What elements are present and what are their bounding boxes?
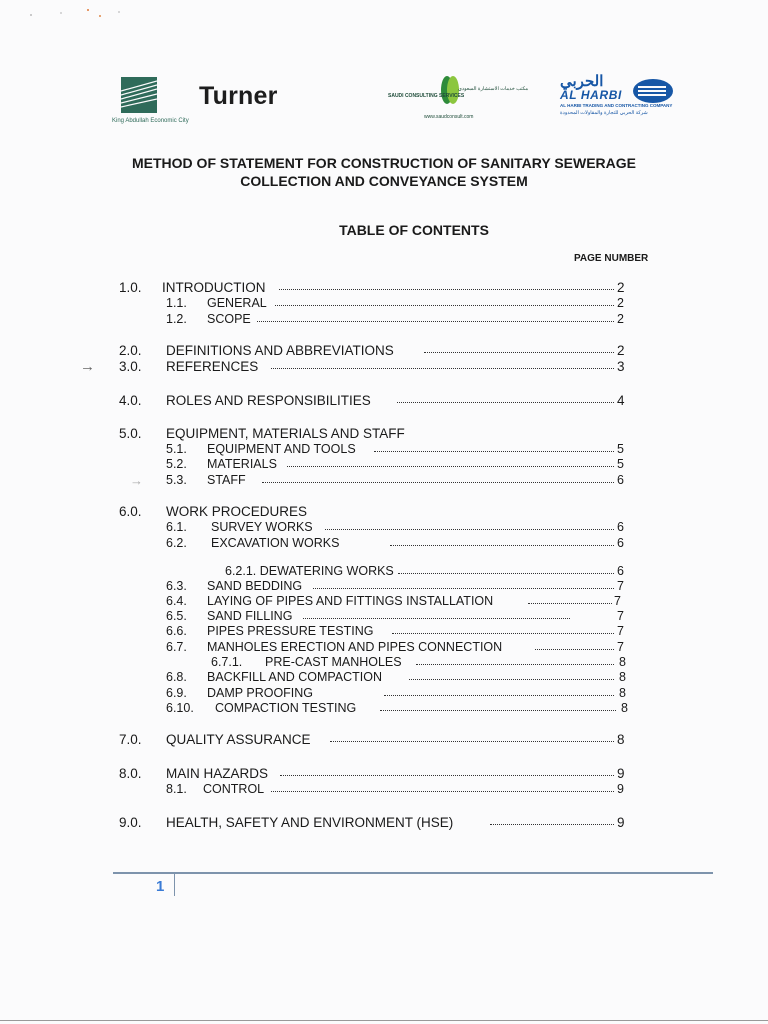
toc-leader-dots	[330, 741, 614, 742]
toc-entry-page: 7	[614, 594, 621, 608]
document-title-line1: METHOD OF STATEMENT FOR CONSTRUCTION OF SANITARY SEWERAGE	[132, 155, 636, 171]
toc-entry	[0, 782, 768, 797]
toc-entry	[0, 312, 768, 327]
toc-entry-label: 6.2.1. DEWATERING WORKS	[225, 564, 394, 578]
toc-entry	[0, 296, 768, 311]
toc-entry-page: 8	[617, 732, 625, 747]
toc-entry-label: LAYING OF PIPES AND FITTINGS INSTALLATION	[207, 594, 494, 608]
toc-entry-number: 3.0.	[119, 359, 142, 374]
toc-leader-dots	[257, 321, 614, 322]
toc-entry	[0, 457, 768, 472]
toc-entry-page: 6	[617, 520, 624, 534]
toc-entry-number: 6.4.	[166, 594, 187, 608]
toc-entry-label: ROLES AND RESPONSIBILITIES	[166, 393, 371, 408]
toc-entry-number: 5.2.	[166, 457, 187, 471]
document-title	[0, 154, 768, 190]
toc-entry	[0, 473, 768, 488]
toc-entry-page: 5	[617, 442, 624, 456]
alharbi-emblem	[632, 78, 674, 104]
toc-entry-label: DEFINITIONS AND ABBREVIATIONS	[166, 343, 394, 358]
toc-entry	[0, 670, 768, 685]
toc-entry-number: 9.0.	[119, 815, 142, 830]
toc-leader-dots	[528, 603, 612, 604]
toc-entry-page: 2	[617, 312, 624, 326]
toc-entry	[0, 655, 768, 670]
toc-entry-page: 8	[619, 670, 626, 684]
toc-entry-number: 5.0.	[119, 426, 142, 441]
document-title-line2: COLLECTION AND CONVEYANCE SYSTEM	[240, 173, 528, 189]
alharbi-subtitle: AL HARBI TRADING AND CONTRACTING COMPANY	[560, 103, 673, 108]
kaec-logo	[121, 77, 157, 113]
toc-entry-label: COMPACTION TESTING	[215, 701, 357, 715]
toc-entry	[0, 426, 768, 441]
toc-entry-number: 5.1.	[166, 442, 187, 456]
toc-entry-label: PIPES PRESSURE TESTING	[207, 624, 374, 638]
toc-leader-dots	[424, 352, 614, 353]
toc-entry-page: 7	[617, 640, 624, 654]
toc-entry	[0, 640, 768, 655]
toc-entry-page: 9	[617, 782, 624, 796]
toc-entry	[0, 766, 768, 781]
toc-leader-dots	[374, 451, 614, 452]
toc-entry-label: WORK PROCEDURES	[166, 504, 308, 519]
toc-leader-dots	[397, 402, 614, 403]
toc-leader-dots	[275, 305, 614, 306]
toc-entry	[0, 609, 768, 624]
toc-entry-page: 2	[617, 280, 625, 295]
toc-entry-number: 6.5.	[166, 609, 187, 623]
page-number: 1	[156, 878, 165, 895]
toc-entry	[0, 343, 768, 358]
alharbi-subtitle-arabic: شركة الحربي للتجارة والمقاولات المحدودة	[560, 110, 648, 116]
toc-entry	[0, 686, 768, 701]
toc-entry-number: 8.0.	[119, 766, 142, 781]
toc-entry	[0, 520, 768, 535]
toc-entry-page: 7	[617, 624, 624, 638]
toc-entry-label: HEALTH, SAFETY AND ENVIRONMENT (HSE)	[166, 815, 454, 830]
toc-leader-dots	[535, 649, 614, 650]
toc-entry-page: 2	[617, 343, 625, 358]
toc-leader-dots	[416, 664, 614, 665]
toc-leader-dots	[262, 482, 614, 483]
toc-entry-page: 8	[621, 701, 628, 715]
turner-logo: Turner	[199, 82, 278, 110]
toc-entry	[0, 442, 768, 457]
scan-speck	[30, 14, 32, 16]
toc-entry-page: 8	[619, 655, 626, 669]
toc-entry	[0, 579, 768, 594]
toc-entry-number: 6.2.	[166, 536, 187, 550]
toc-entry-number: 6.3.	[166, 579, 187, 593]
toc-leader-dots	[271, 368, 614, 369]
toc-entry	[0, 280, 768, 295]
toc-leader-dots	[280, 775, 614, 776]
toc-entry	[0, 359, 768, 374]
toc-entry-number: 6.8.	[166, 670, 187, 684]
toc-entry-label: REFERENCES	[166, 359, 259, 374]
footer-divider	[174, 874, 175, 896]
toc-entry-label: EQUIPMENT, MATERIALS AND STAFF	[166, 426, 405, 441]
toc-entry	[0, 504, 768, 519]
alharbi-arabic: الحربي	[560, 73, 604, 90]
toc-entry-label: CONTROL	[203, 782, 265, 796]
toc-entry	[0, 536, 768, 551]
toc-entry-page: 3	[617, 359, 625, 374]
alharbi-name: AL HARBI	[560, 88, 622, 102]
toc-entry-label: MANHOLES ERECTION AND PIPES CONNECTION	[207, 640, 503, 654]
toc-entry-page: 4	[617, 393, 625, 408]
toc-leader-dots	[313, 588, 614, 589]
toc-entry	[0, 701, 768, 716]
toc-entry	[0, 564, 768, 579]
toc-entry-page: 9	[617, 766, 625, 781]
toc-entry-page: 6	[617, 564, 624, 578]
toc-entry-number: 1.0.	[119, 280, 142, 295]
toc-entry	[0, 815, 768, 830]
toc-entry-label: EQUIPMENT AND TOOLS	[207, 442, 356, 456]
toc-leader-dots	[390, 545, 614, 546]
toc-entry-label: STAFF	[207, 473, 246, 487]
toc-entry-page: 7	[617, 609, 624, 623]
scan-speck	[87, 9, 89, 11]
toc-entry-number: 6.10.	[166, 701, 194, 715]
toc-entry-label: SCOPE	[207, 312, 251, 326]
scan-speck	[60, 12, 62, 14]
saud-consult-arabic: مكتب خدمات الاستشارة السعودي	[458, 86, 529, 92]
saud-consult-name: SAUDI CONSULTING SERVICES	[388, 93, 465, 99]
toc-entry-number: 2.0.	[119, 343, 142, 358]
toc-entry-page: 6	[617, 473, 624, 487]
toc-entry-number: 6.7.	[166, 640, 187, 654]
toc-entry	[0, 594, 768, 609]
arrow-mark: →	[80, 358, 95, 375]
toc-entry-label: MATERIALS	[207, 457, 277, 471]
toc-entry-page: 7	[617, 579, 624, 593]
toc-leader-dots	[325, 529, 614, 530]
toc-entry-label: SAND BEDDING	[207, 579, 303, 593]
toc-leader-dots	[398, 573, 614, 574]
arrow-mark: →	[130, 473, 143, 488]
toc-entry-page: 6	[617, 536, 624, 550]
toc-entry-page: 9	[617, 815, 625, 830]
kaec-caption: King Abdullah Economic City	[112, 118, 189, 124]
toc-entry-page: 2	[617, 296, 624, 310]
toc-leader-dots	[287, 466, 614, 467]
saud-consult-url: www.saudconsult.com	[424, 114, 474, 120]
toc-entry-label: INTRODUCTION	[162, 280, 266, 295]
toc-title: TABLE OF CONTENTS	[339, 222, 489, 238]
toc-entry-number: 6.6.	[166, 624, 187, 638]
toc-entry-page: 5	[617, 457, 624, 471]
toc-entry	[0, 393, 768, 408]
toc-entry-label: SURVEY WORKS	[211, 520, 313, 534]
toc-entry-number: 6.1.	[166, 520, 187, 534]
toc-entry-number: 4.0.	[119, 393, 142, 408]
toc-leader-dots	[409, 679, 614, 680]
scan-speck	[99, 15, 101, 17]
toc-entry	[0, 624, 768, 639]
toc-entry-label: EXCAVATION WORKS	[211, 536, 340, 550]
toc-entry-number: 5.3.	[166, 473, 187, 487]
toc-entry-label: BACKFILL AND COMPACTION	[207, 670, 383, 684]
toc-leader-dots	[384, 695, 614, 696]
toc-leader-dots	[303, 618, 570, 619]
footer-rule	[113, 872, 713, 874]
toc-entry-label: MAIN HAZARDS	[166, 766, 269, 781]
toc-entry-number: 6.9.	[166, 686, 187, 700]
scan-speck	[118, 11, 120, 13]
toc-entry-page: 8	[619, 686, 626, 700]
toc-entry-number: 6.7.1.	[211, 655, 243, 669]
toc-entry-label: DAMP PROOFING	[207, 686, 314, 700]
toc-leader-dots	[392, 633, 614, 634]
toc-entry-label: GENERAL	[207, 296, 267, 310]
page-number-header: PAGE NUMBER	[574, 253, 649, 264]
toc-leader-dots	[271, 791, 614, 792]
toc-entry-number: 6.0.	[119, 504, 142, 519]
toc-entry-label: SAND FILLING	[207, 609, 293, 623]
toc-entry-number: 1.2.	[166, 312, 187, 326]
toc-leader-dots	[490, 824, 614, 825]
page-edge	[0, 1020, 768, 1021]
saud-consult-emblem	[440, 74, 460, 106]
toc-entry-number: 7.0.	[119, 732, 142, 747]
toc-entry-number: 8.1.	[166, 782, 187, 796]
toc-entry-label: PRE-CAST MANHOLES	[265, 655, 402, 669]
toc-entry-number: 1.1.	[166, 296, 187, 310]
toc-leader-dots	[279, 289, 614, 290]
toc-entry	[0, 732, 768, 747]
toc-entry-label: QUALITY ASSURANCE	[166, 732, 311, 747]
toc-leader-dots	[380, 710, 616, 711]
